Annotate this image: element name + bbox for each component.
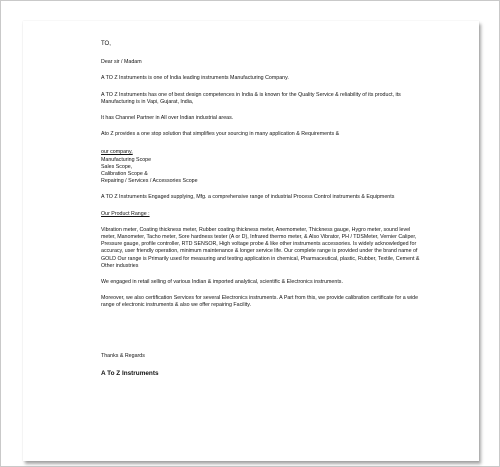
paragraph-one-stop: Ato Z provides a one stop solution that simplifies your sourcing in many application & Requirements & [101, 131, 340, 138]
product-range-heading: Our Product Range : [101, 210, 150, 217]
scope-item: Calibration Scope & [101, 171, 148, 178]
closing: Thanks & Regards [101, 352, 145, 359]
paragraph-products: Vibration meter, Coating thickness meter, Rubber coating thickness meter, Anemometer, Thickness gauge, Hygro meter, sound level meter, Manometer, Tacho meter, Sore hardness tester (A or D), Infrared thermo meter, & Also Vibrator, PH / TDSMeter, Vernier Caliper, Pressure gauge, profile controller, RTD SENSOR, High voltage probe & like other instruments accessories. Is widely acknowledged for accuracy, user friendly operation, minimum maintenance & longer service life. Our complete range is provided under the brand name of GOLD Our range is Primarily used for measuring and testing application in chemical, Pharmaceutical, plastic, Rubber, Textile, Cement & Other industries [101, 226, 420, 269]
recipient-line: TO, [101, 41, 111, 47]
salutation: Dear sir / Madam [101, 59, 142, 66]
scope-item: Sales Scope, [101, 163, 133, 170]
paragraph-supplying: A TO Z Instruments Engaged supplying, Mfg. a comprehensive range of industrial Process Control instruments & Equipments [101, 194, 395, 201]
signature: A To Z Instruments [101, 369, 159, 377]
paragraph-intro: A TO Z Instruments is one of India leading instruments Manufacturing Company. [101, 75, 289, 82]
letter-body [101, 41, 421, 377]
paragraph-retail: We engaged in retail selling of various Indian & imported analytical, scientific & Electronics instruments. [101, 279, 343, 286]
document-page [23, 21, 479, 461]
company-scope-list [101, 157, 421, 186]
scope-item: Manufacturing Scope [101, 156, 152, 163]
paragraph-channel-partner: It has Channel Partner in All over Indian industrial areas. [101, 115, 234, 122]
company-heading: our company, [101, 149, 133, 156]
paragraph-design: A TO Z Instruments has one of best design competences in India & is known for the Quality Service & reliability of its product, its Manufacturing is in Vapi, Gujarat, India, [101, 91, 401, 105]
scope-item: Repairing / Services / Accessories Scope [101, 178, 198, 185]
paragraph-certification: Moreover, we also certification Services for several Electronics instruments. A Part from this, we provide calibration certificate for a wide range of electronic instruments & also we offer repairing Facility. [101, 295, 419, 309]
